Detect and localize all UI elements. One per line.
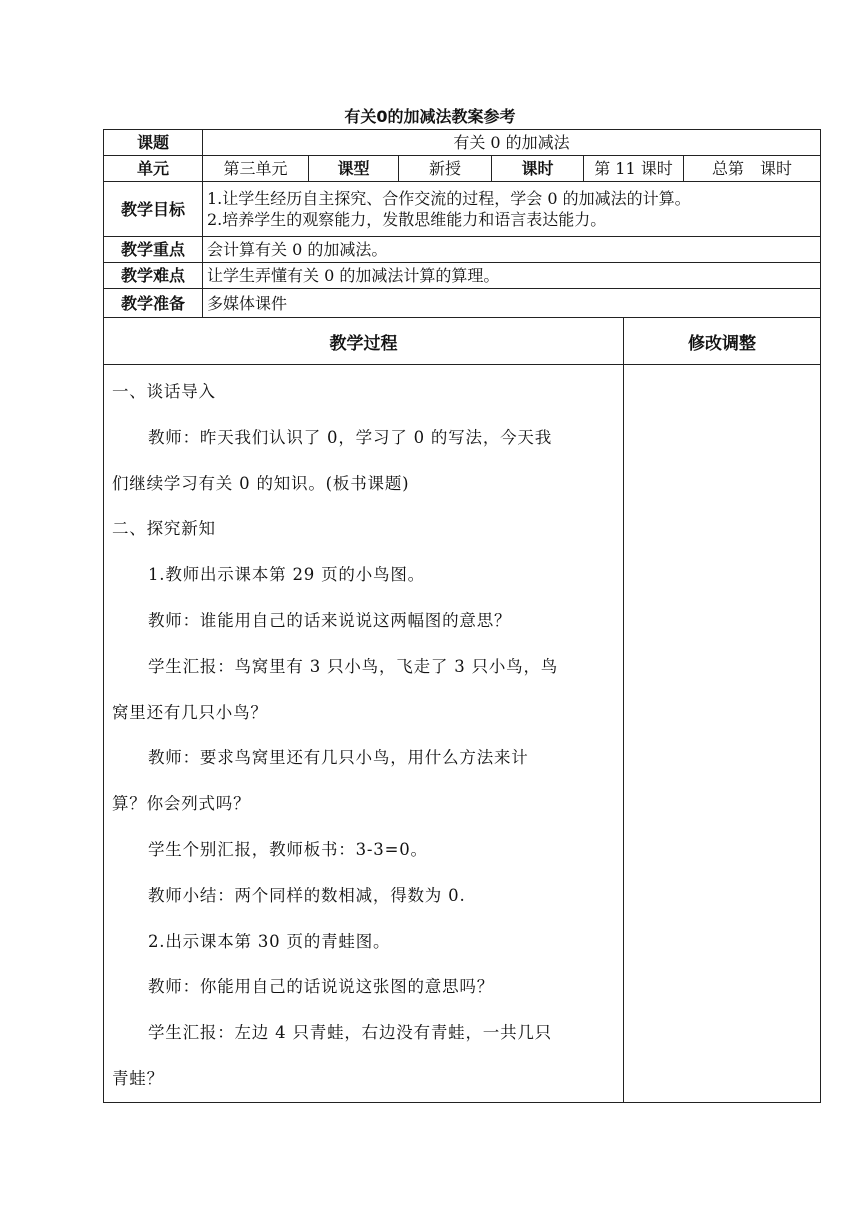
total-period-value: 总第 课时	[684, 156, 821, 182]
process-content	[104, 365, 624, 1103]
process-line: 教师：要求鸟窝里还有几只小鸟，用什么方法来计	[148, 748, 529, 768]
document-title: 有关0的加减法教案参考	[344, 107, 516, 126]
process-line: 教师小结：两个同样的数相减，得数为 0.	[148, 885, 466, 905]
process-line: 青蛙？	[112, 1068, 164, 1088]
process-line: 学生个别汇报，教师板书：3-3=0。	[148, 839, 428, 859]
process-line: 二、探究新知	[112, 519, 216, 539]
period-value: 第 11 课时	[584, 156, 684, 182]
process-line: 一、谈话导入	[112, 382, 216, 401]
preparation-label: 教学准备	[104, 289, 203, 318]
revision-header: 修改调整	[624, 318, 821, 365]
process-line: 学生汇报：左边 4 只青蛙，右边没有青蛙，一共几只	[148, 1023, 552, 1043]
process-line: 教师：谁能用自己的话来说说这两幅图的意思？	[148, 610, 512, 630]
revision-notes	[624, 365, 821, 1103]
preparation-value: 多媒体课件	[203, 289, 821, 318]
unit-label: 单元	[104, 156, 203, 182]
topic-value: 有关 0 的加减法	[203, 130, 821, 156]
process-line: 窝里还有几只小鸟？	[112, 702, 268, 722]
lesson-info-table	[103, 129, 821, 318]
process-line: 算？你会列式吗？	[112, 794, 251, 814]
process-line: 学生汇报：鸟窝里有 3 只小鸟，飞走了 3 只小鸟，鸟	[148, 656, 559, 676]
goal-value	[203, 182, 821, 237]
period-label: 课时	[492, 156, 584, 182]
topic-label: 课题	[104, 130, 203, 156]
process-line: 教师：昨天我们认识了 0，学习了 0 的写法，今天我	[148, 427, 553, 447]
difficulty-label: 教学难点	[104, 263, 203, 289]
difficulty-value: 让学生弄懂有关 0 的加减法计算的算理。	[203, 263, 821, 289]
key-point-label: 教学重点	[104, 237, 203, 263]
process-line: 们继续学习有关 0 的知识。(板书课题)	[112, 473, 410, 493]
goal-label: 教学目标	[104, 182, 203, 237]
type-value: 新授	[399, 156, 492, 182]
process-line: 1.教师出示课本第 29 页的小鸟图。	[148, 565, 425, 585]
type-label: 课型	[309, 156, 399, 182]
process-header: 教学过程	[104, 318, 624, 365]
unit-value: 第三单元	[203, 156, 309, 182]
process-line: 教师：你能用自己的话说说这张图的意思吗？	[148, 977, 494, 997]
key-point-value: 会计算有关 0 的加减法。	[203, 237, 821, 263]
teaching-process-table	[103, 317, 821, 1103]
process-line: 2.出示课本第 30 页的青蛙图。	[148, 931, 391, 951]
goal-line-1: 1.让学生经历自主探究、合作交流的过程，学会 0 的加减法的计算。	[207, 189, 691, 208]
goal-line-2: 2.培养学生的观察能力，发散思维能力和语言表达能力。	[207, 210, 607, 229]
